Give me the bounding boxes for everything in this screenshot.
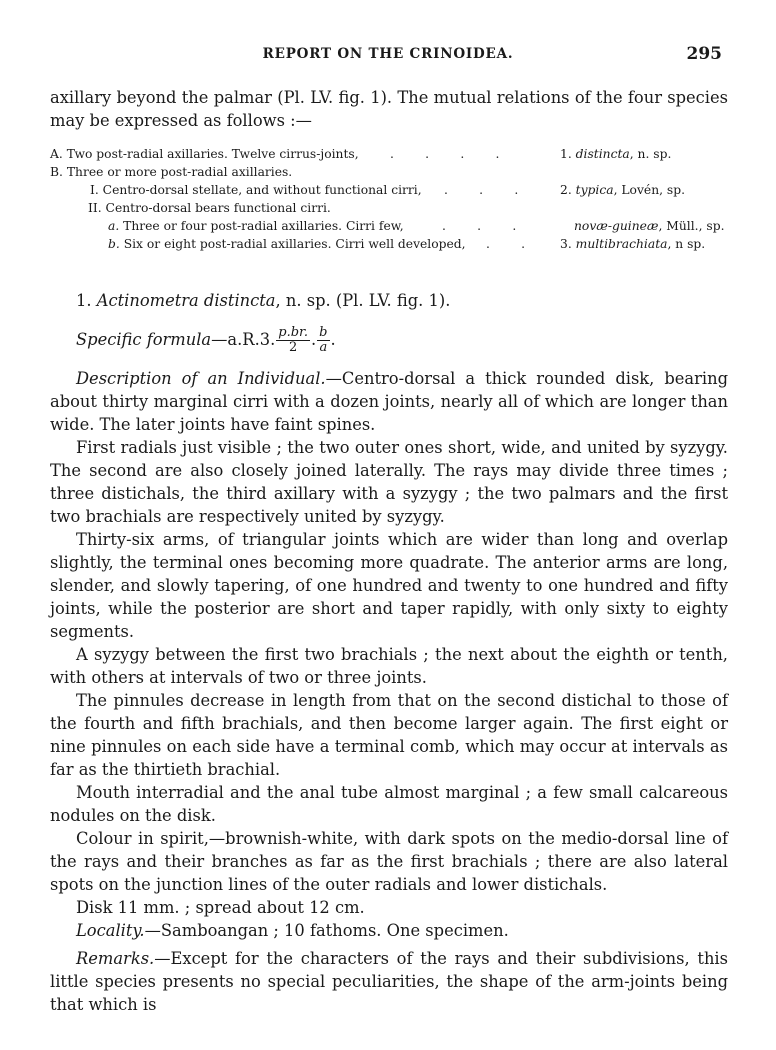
key-author: , n. sp.	[629, 147, 672, 161]
remarks-section	[50, 947, 728, 1016]
species-heading	[76, 291, 450, 310]
formula-end: .	[330, 330, 336, 349]
key-result	[560, 181, 685, 199]
key-row	[50, 181, 740, 199]
key-letter: b.	[108, 237, 120, 251]
species-number: 1.	[76, 291, 92, 310]
species-name: Actinometra distincta	[96, 291, 276, 310]
key-species: distincta	[575, 147, 630, 161]
key-label: I. Centro-dorsal stellate, and without functional cirri,	[90, 183, 422, 197]
description-text: —Centro-dorsal a thick rounded disk, bearing about thirty marginal cirri with a dozen joints, nearly all of which are longer than wide. The later joints have faint spines.	[50, 369, 729, 434]
description-paragraph: Thirty-six arms, of triangular joints which are wider than long and overlap slightly, the terminal ones becoming more quadrate. The anterior arms are long, slender, and slowly tapering, of one hundred and twenty to one hundred and fifty joints, while the posterior are short and taper rapidly, with only sixty to eighty segments.	[50, 530, 728, 641]
key-row	[50, 199, 740, 217]
locality-label: Locality.	[76, 921, 145, 940]
page-number: 295	[686, 44, 722, 64]
description-paragraph: Colour in spirit,—brownish-white, with dark spots on the medio-dorsal line of the rays and their branches as far as the first brachials ; there are also lateral spots on the junction lines of the outer radials and lower distichals.	[50, 829, 728, 894]
page-header	[0, 44, 776, 68]
key-author: , Müll., sp.	[658, 219, 725, 233]
key-author: , Lovén, sp.	[613, 183, 686, 197]
key-number: 1.	[560, 147, 572, 161]
key-number: 2.	[560, 183, 572, 197]
fraction-numerator: b	[319, 325, 328, 340]
description-paragraph: Mouth interradial and the anal tube almost marginal ; a few small calcareous nodules on the disk.	[50, 783, 728, 825]
intro-text: axillary beyond the palmar (Pl. LV. fig. 1). The mutual relations of the four species may be expressed as follows :—	[50, 88, 728, 130]
key-result	[560, 145, 671, 163]
key-dots: . . .	[444, 183, 519, 197]
locality-paragraph	[50, 919, 728, 942]
fraction-numerator: p.br.	[278, 325, 308, 340]
specific-formula: Specific formula—a.R.3. $\frac{p.br.}{2}$ . $\frac{b}{a}$ .	[76, 325, 336, 355]
species-heading-rest: , n. sp. (Pl. LV. fig. 1).	[275, 291, 451, 310]
description-paragraph: A syzygy between the first two brachials ; the next about the eighth or tenth, with others at intervals of two or three joints.	[50, 645, 728, 687]
key-row	[50, 235, 740, 253]
description-paragraph: First radials just visible ; the two outer ones short, wide, and united by syzygy. The second are also closely joined laterally. The rays may divide three times ; three distichals, the third axillary with a syzygy ; the two palmars and the first two brachials are respectively united by syzygy.	[50, 438, 728, 526]
running-head: REPORT ON THE CRINOIDEA.	[262, 46, 514, 62]
formula-prefix: —a.R.3.	[211, 330, 276, 349]
key-row	[50, 217, 740, 235]
key-label: A. Two post-radial axillaries. Twelve cirrus-joints,	[50, 147, 359, 161]
species-key	[50, 145, 740, 253]
key-label-text: Six or eight post-radial axillaries. Cirri well developed,	[119, 237, 466, 251]
key-dots: . . .	[442, 219, 517, 233]
locality-text: —Samboangan ; 10 fathoms. One specimen.	[144, 921, 509, 940]
formula-fraction	[317, 326, 329, 355]
key-result	[560, 235, 705, 253]
fraction-denominator: 2	[288, 340, 298, 355]
description-section	[50, 367, 728, 942]
key-label: B. Three or more post-radial axillaries.	[50, 165, 293, 179]
description-paragraph: Disk 11 mm. ; spread about 12 cm.	[76, 898, 365, 917]
key-number: 3.	[560, 237, 572, 251]
description-paragraph: The pinnules decrease in length from that on the second distichal to those of the fourth and fifth brachials, and then become larger again. The first eight or nine pinnules on each side have a terminal comb, which may occur at intervals as far as the thirtieth brachial.	[50, 691, 728, 779]
intro-paragraph	[50, 86, 728, 132]
formula-label: Specific formula	[76, 330, 212, 349]
key-dots: . . . .	[390, 147, 500, 161]
key-label: II. Centro-dorsal bears functional cirri.	[88, 201, 331, 215]
remarks-text: —Except for the characters of the rays and their subdivisions, this little species presents no special peculiarities, the shape of the arm-joints being that which is	[50, 949, 728, 1014]
description-label: Description of an Individual.	[76, 369, 326, 388]
key-label	[108, 217, 404, 235]
key-letter: a.	[108, 219, 120, 233]
key-species: multibrachiata	[575, 237, 668, 251]
key-dots: . .	[486, 237, 526, 251]
key-species: typica	[575, 183, 614, 197]
key-row	[50, 163, 740, 181]
formula-fraction	[276, 326, 310, 355]
fraction-denominator: a	[319, 340, 328, 355]
key-result	[574, 217, 724, 235]
description-paragraph	[50, 367, 728, 436]
key-author: , n sp.	[667, 237, 706, 251]
remarks-label: Remarks.	[76, 949, 155, 968]
key-row	[50, 145, 740, 163]
key-species: novæ-guineæ	[574, 219, 659, 233]
key-label	[108, 235, 466, 253]
remarks-paragraph	[50, 947, 728, 1016]
key-label-text: Three or four post-radial axillaries. Cirri few,	[119, 219, 404, 233]
